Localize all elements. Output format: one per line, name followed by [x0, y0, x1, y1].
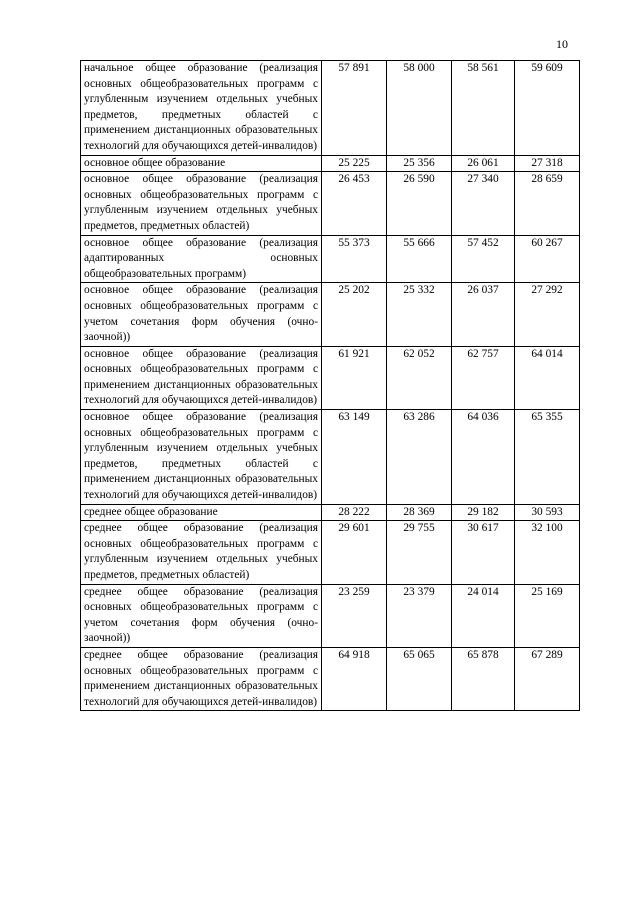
data-table	[80, 60, 580, 711]
value-cell: 27 292	[515, 283, 580, 346]
row-label: среднее общее образование (реализация основных общеобразовательных программ с углубленным изучением отдельных учебных предметов, предметных областей)	[81, 521, 322, 584]
table-row	[81, 410, 580, 505]
value-cell: 57 891	[322, 61, 387, 156]
value-cell: 61 921	[322, 346, 387, 409]
value-cell: 62 757	[452, 346, 515, 409]
value-cell: 67 289	[515, 647, 580, 710]
table-row	[81, 172, 580, 235]
value-cell: 28 222	[322, 504, 387, 521]
table-body	[81, 61, 580, 711]
value-cell: 29 755	[387, 521, 452, 584]
value-cell: 55 666	[387, 235, 452, 283]
row-label: основное общее образование (реализация основных общеобразовательных программ с учетом сочетания форм обучения (очно-заочной))	[81, 283, 322, 346]
row-label: основное общее образование	[81, 155, 322, 172]
row-label: среднее общее образование (реализация основных общеобразовательных программ с применением дистанционных образовательных технологий для обучающихся детей-инвалидов)	[81, 647, 322, 710]
value-cell: 65 878	[452, 647, 515, 710]
value-cell: 26 590	[387, 172, 452, 235]
table-row	[81, 504, 580, 521]
value-cell: 26 453	[322, 172, 387, 235]
value-cell: 63 286	[387, 410, 452, 505]
value-cell: 27 318	[515, 155, 580, 172]
value-cell: 27 340	[452, 172, 515, 235]
value-cell: 57 452	[452, 235, 515, 283]
table-row	[81, 61, 580, 156]
value-cell: 64 036	[452, 410, 515, 505]
value-cell: 62 052	[387, 346, 452, 409]
value-cell: 23 379	[387, 584, 452, 647]
value-cell: 59 609	[515, 61, 580, 156]
value-cell: 25 356	[387, 155, 452, 172]
value-cell: 25 225	[322, 155, 387, 172]
value-cell: 28 659	[515, 172, 580, 235]
value-cell: 30 593	[515, 504, 580, 521]
table-row	[81, 584, 580, 647]
value-cell: 65 065	[387, 647, 452, 710]
table-row	[81, 346, 580, 409]
table-row	[81, 647, 580, 710]
row-label: основное общее образование (реализация основных общеобразовательных программ с углубленным изучением отдельных учебных предметов, предметных областей)	[81, 172, 322, 235]
value-cell: 25 202	[322, 283, 387, 346]
value-cell: 32 100	[515, 521, 580, 584]
value-cell: 29 182	[452, 504, 515, 521]
row-label: начальное общее образование (реализация основных общеобразовательных программ с углубленным изучением отдельных учебных предметов, предметных областей с применением дистанционных образовательных технологий для обучающихся детей-инвалидов)	[81, 61, 322, 156]
value-cell: 63 149	[322, 410, 387, 505]
table-row	[81, 155, 580, 172]
row-label: среднее общее образование (реализация основных общеобразовательных программ с учетом сочетания форм обучения (очно-заочной))	[81, 584, 322, 647]
value-cell: 26 061	[452, 155, 515, 172]
row-label: среднее общее образование	[81, 504, 322, 521]
value-cell: 60 267	[515, 235, 580, 283]
value-cell: 24 014	[452, 584, 515, 647]
row-label: основное общее образование (реализация основных общеобразовательных программ с применением дистанционных образовательных технологий для обучающихся детей-инвалидов)	[81, 346, 322, 409]
value-cell: 58 000	[387, 61, 452, 156]
row-label: основное общее образование (реализация адаптированных основных общеобразовательных программ)	[81, 235, 322, 283]
value-cell: 26 037	[452, 283, 515, 346]
table-row	[81, 283, 580, 346]
value-cell: 28 369	[387, 504, 452, 521]
value-cell: 25 332	[387, 283, 452, 346]
value-cell: 55 373	[322, 235, 387, 283]
value-cell: 58 561	[452, 61, 515, 156]
value-cell: 29 601	[322, 521, 387, 584]
value-cell: 64 918	[322, 647, 387, 710]
table-row	[81, 521, 580, 584]
value-cell: 30 617	[452, 521, 515, 584]
table-row	[81, 235, 580, 283]
value-cell: 23 259	[322, 584, 387, 647]
value-cell: 25 169	[515, 584, 580, 647]
row-label: основное общее образование (реализация основных общеобразовательных программ с углубленным изучением отдельных учебных предметов, предметных областей с применением дистанционных образовательных технологий для обучающихся детей-инвалидов)	[81, 410, 322, 505]
value-cell: 64 014	[515, 346, 580, 409]
page-number: 10	[556, 37, 568, 51]
value-cell: 65 355	[515, 410, 580, 505]
